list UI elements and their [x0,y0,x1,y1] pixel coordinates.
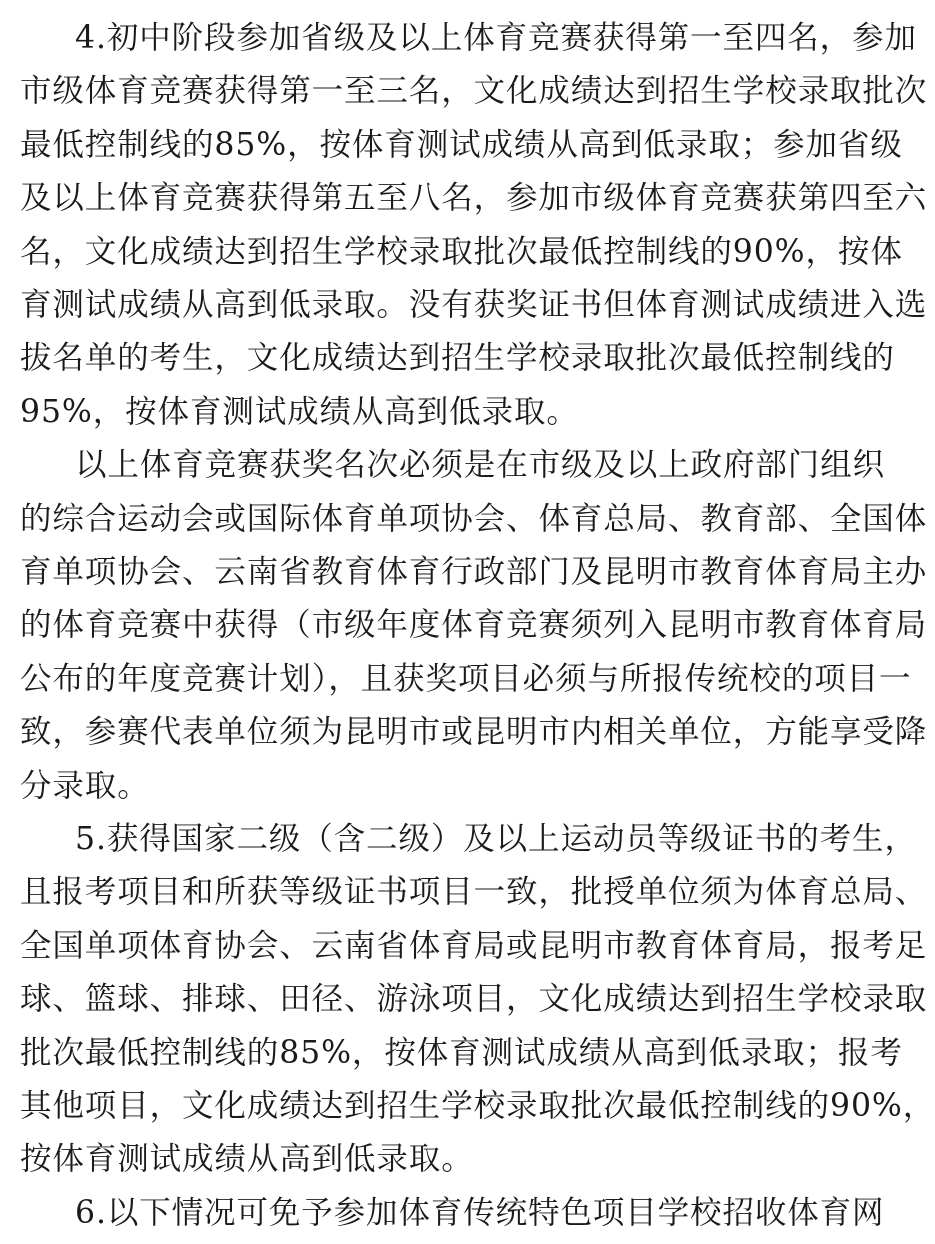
text-line: 及以上体育竞赛获得第五至八名，参加市级体育竞赛获第四至六 [20,180,928,216]
text-line: 以上体育竞赛获奖名次必须是在市级及以上政府部门组织 [75,447,886,483]
text-line: 5.获得国家二级（含二级）及以上运动员等级证书的考生， [75,821,917,857]
text-line: 市级体育竞赛获得第一至三名，文化成绩达到招生学校录取批次 [20,73,928,109]
text-line: 按体育测试成绩从高到低录取。 [20,1141,474,1177]
text-line: 最低控制线的85%，按体育测试成绩从高到低录取；参加省级 [20,127,903,163]
text-line: 全国单项体育协会、云南省体育局或昆明市教育体育局，报考足 [20,928,928,964]
text-line: 育单项协会、云南省教育体育行政部门及昆明市教育体育局主办 [20,554,928,590]
text-line: 的综合运动会或国际体育单项协会、体育总局、教育部、全国体 [20,501,928,537]
text-line: 批次最低控制线的85%，按体育测试成绩从高到低录取；报考 [20,1035,903,1071]
text-line: 6.以下情况可免予参加体育传统特色项目学校招收体育网 [75,1195,885,1231]
text-line: 95%，按体育测试成绩从高到低录取。 [20,394,579,430]
text-line: 拔名单的考生，文化成绩达到招生学校录取批次最低控制线的 [20,340,895,376]
text-line: 分录取。 [20,768,150,804]
text-line: 球、篮球、排球、田径、游泳项目，文化成绩达到招生学校录取 [20,981,928,1017]
text-line: 4.初中阶段参加省级及以上体育竞赛获得第一至四名，参加 [75,20,917,56]
text-line: 其他项目，文化成绩达到招生学校录取批次最低控制线的90%， [20,1088,935,1124]
text-line: 的体育竞赛中获得（市级年度体育竞赛须列入昆明市教育体育局 [20,607,928,643]
text-line: 公布的年度竞赛计划），且获奖项目必须与所报传统校的项目一 [20,661,912,697]
text-line: 名，文化成绩达到招生学校录取批次最低控制线的90%，按体 [20,234,903,270]
text-line: 致，参赛代表单位须为昆明市或昆明市内相关单位，方能享受降 [20,714,928,750]
text-line: 育测试成绩从高到低录取。没有获奖证书但体育测试成绩进入选 [20,287,928,323]
text-line: 且报考项目和所获等级证书项目一致，批授单位须为体育总局、 [20,874,928,910]
